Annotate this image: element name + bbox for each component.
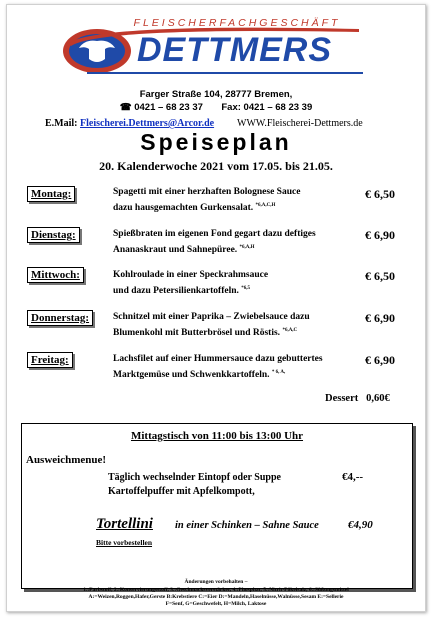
dessert: Dessert 0,60€	[325, 393, 390, 404]
price-tuesday: € 6,90	[365, 228, 395, 242]
price-wednesday: € 6,50	[365, 269, 395, 283]
day-friday: Freitag:	[27, 352, 73, 368]
price-monday: € 6,50	[365, 187, 395, 201]
price-thursday: € 6,90	[365, 311, 395, 325]
brand-name: DETTMERS	[137, 31, 332, 69]
dish-monday: Spagetti mit einer herzhaften Bolognese Sauce dazu hausgemachten Gurkensalat. $^{*6,A,C,H}$	[113, 187, 301, 214]
tortellini-price: €4,90	[348, 519, 373, 531]
preorder-note: Bitte vorbestellen	[96, 538, 153, 547]
website: WWW.Fleischerei-Dettmers.de	[237, 118, 363, 129]
alt-price-1: €4,--	[342, 471, 364, 483]
tortellini-desc: in einer Schinken – Sahne Sauce	[175, 520, 319, 531]
lunch-box	[21, 423, 413, 589]
dish-thursday: Schnitzel mit einer Paprika – Zwiebelsauce dazu Blumenkohl mit Butterbrösel und Röstis. $^{*6,A,C}$	[113, 312, 310, 339]
tortellini-title: Tortellini	[96, 516, 153, 532]
brand-subtitle: FLEISCHERFACHGESCHÄFT	[133, 17, 341, 29]
address: Farger Straße 104, 28777 Bremen,	[139, 89, 293, 100]
dish-tuesday: Spießbraten im eigenen Fond gegart dazu deftiges Ananaskraut und Sahnepüree. $^{*6,A,H}$	[113, 229, 316, 256]
day-thursday: Donnerstag:	[27, 310, 93, 326]
alt-line-1: Täglich wechselnder Eintopf oder Suppe	[108, 472, 281, 483]
menu-sheet	[6, 4, 426, 612]
brand-underline	[87, 72, 363, 74]
day-wednesday: Mittwoch:	[27, 267, 84, 283]
alternative-menu-heading: Ausweichmenue!	[26, 454, 107, 466]
email-label: E.Mail:	[45, 118, 78, 129]
email-row	[45, 118, 214, 129]
day-tuesday: Dienstag:	[27, 227, 80, 243]
footer-note: Änderungen vorbehalten –	[184, 579, 248, 585]
day-monday: Montag:	[27, 186, 75, 202]
dish-wednesday: Kohlroulade in einer Speckrahmsauce und dazu Petersilienkartoffeln. $^{*6,5}$	[113, 270, 269, 297]
price-friday: € 6,90	[365, 353, 395, 367]
email-link[interactable]: Fleischerei.Dettmers@Arcor.de	[80, 118, 215, 129]
footer-allergens: A:=Weizen,Roggen,Hafer,Gerste B:Krebstiere C:=Eier D:=Mandeln,Haselnüsse,Walnüsse,Sesam E:=Sellerie	[88, 594, 344, 600]
phone-fax: ☎ 0421 – 68 23 37 Fax: 0421 – 68 23 39	[119, 102, 313, 113]
lunch-hours: Mittagstisch von 11:00 bis 13:00 Uhr	[130, 430, 304, 442]
alt-line-2: Kartoffelpuffer mit Apfelkompott,	[108, 486, 255, 497]
footer-allergens-2: F=Senf, G=Geschwefelt, H=Milch, Laktose	[165, 601, 267, 607]
dish-friday: Lachsfilet auf einer Hummersauce dazu gebuttertes Marktgemüse und Schwenkkartoffeln. $^{* 6, A,}$	[113, 354, 323, 381]
footer-additives: 1.:Farbstoff, 2.:Konservierungsstoff, 3.:Geschmacksverstärker, 4.:Phosphat, 5.:Nitrit-Pökelsalz, 6.:Süßungsmittel	[83, 587, 349, 593]
week-subtitle: 20. Kalenderwoche 2021 vom 17.05. bis 21.05.	[99, 159, 333, 173]
page-title: Speiseplan	[140, 129, 292, 155]
